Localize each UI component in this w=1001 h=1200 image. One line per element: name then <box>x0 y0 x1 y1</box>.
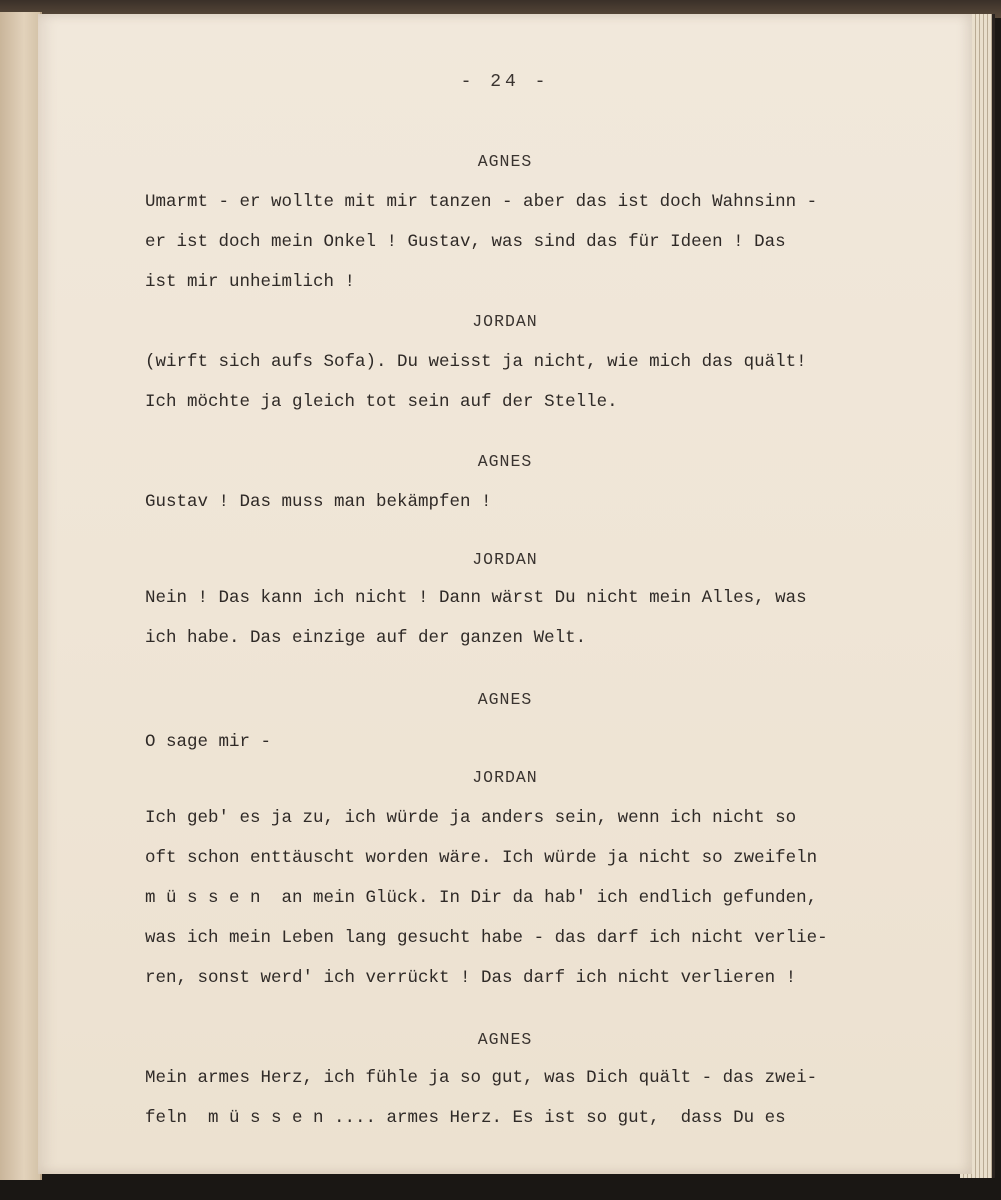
text-line: m ü s s e n an mein Glück. In Dir da hab' ich endlich gefunden, <box>145 888 818 908</box>
speaker-agnes: AGNES <box>477 452 533 471</box>
typewritten-page <box>38 14 972 1174</box>
speaker-jordan: JORDAN <box>472 768 538 787</box>
text-line: was ich mein Leben lang gesucht habe - das darf ich nicht verlie- <box>145 928 828 948</box>
text-line: oft schon enttäuscht worden wäre. Ich würde ja nicht so zweifeln <box>145 848 818 868</box>
text-line: Mein armes Herz, ich fühle ja so gut, was Dich quält - das zwei- <box>145 1068 818 1088</box>
text-line: ren, sonst werd' ich verrückt ! Das darf ich nicht verlieren ! <box>145 968 797 988</box>
dialogue-block <box>145 342 915 422</box>
dialogue-block <box>145 482 915 522</box>
text-line: feln m ü s s e n .... armes Herz. Es ist so gut, dass Du es <box>145 1108 786 1128</box>
page-number: - 24 - <box>460 72 550 92</box>
speaker-jordan: JORDAN <box>472 550 538 569</box>
text-line: er ist doch mein Onkel ! Gustav, was sind das für Ideen ! Das <box>145 232 786 252</box>
text-line: ist mir unheimlich ! <box>145 272 356 292</box>
speaker-agnes: AGNES <box>477 152 533 171</box>
text-line: Ich möchte ja gleich tot sein auf der Stelle. <box>145 392 618 412</box>
text-line: O sage mir - <box>145 732 272 752</box>
text-line: Nein ! Das kann ich nicht ! Dann wärst Du nicht mein Alles, was <box>145 588 807 608</box>
dialogue-block <box>145 1058 915 1138</box>
dialogue-block <box>145 578 915 658</box>
text-line: ich habe. Das einzige auf der ganzen Welt. <box>145 628 587 648</box>
facing-page-edge <box>0 12 42 1180</box>
text-line: Gustav ! Das muss man bekämpfen ! <box>145 492 492 512</box>
text-line: Umarmt - er wollte mit mir tanzen - aber das ist doch Wahnsinn - <box>145 192 818 212</box>
dialogue-block <box>145 798 915 998</box>
dialogue-block <box>145 182 915 302</box>
text-line: (wirft sich aufs Sofa). Du weisst ja nicht, wie mich das quält! <box>145 352 807 372</box>
speaker-agnes: AGNES <box>477 1030 533 1049</box>
dialogue-block <box>145 722 915 762</box>
speaker-jordan: JORDAN <box>472 312 538 331</box>
speaker-agnes: AGNES <box>477 690 533 709</box>
text-line: Ich geb' es ja zu, ich würde ja anders sein, wenn ich nicht so <box>145 808 797 828</box>
